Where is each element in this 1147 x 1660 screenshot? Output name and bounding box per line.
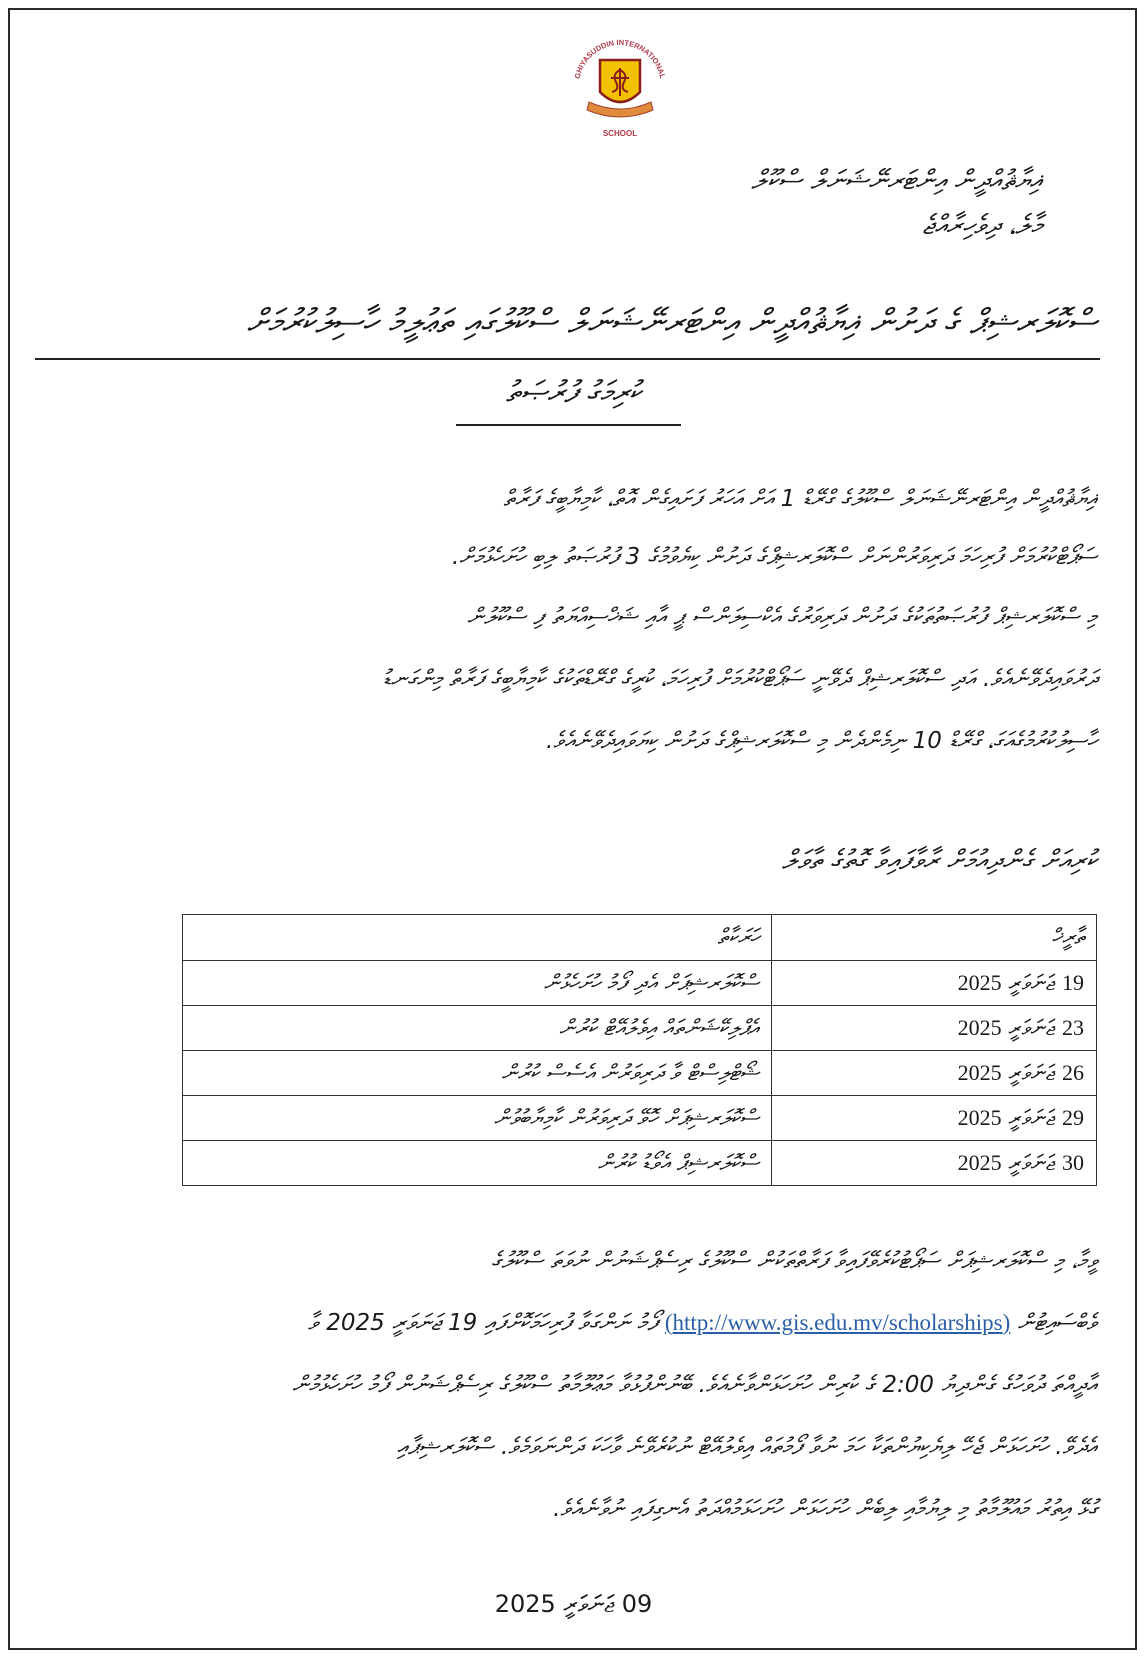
- schedule-table: [182, 914, 1097, 1186]
- document-title-line1: ސްކޮލަރޝިޕް ގެ ދަށުން ޣިޔާޘުއްދީން އިންޓަރނޭޝަނަލް ސްކޫލުގައި ތަޢުލީމު ހާސިލުކުރުމަށް: [246, 302, 1097, 342]
- scholarship-link[interactable]: (http://www.gis.edu.mv/scholarships): [664, 1310, 1011, 1335]
- closing-line-5: ގުޅޭ އިތުރު މައުލޫމާތު މި ލިޔުމާއި ލިބެން ހުށަހަޅަން ހުށަހަޅަމުއްދަތު އެނގިފައި ނުވާނެއެވެ.: [553, 1496, 1097, 1522]
- closing-line-2-end: ފޯމު ނަންގަވާ ފުރިހަމަކޮށްފައި 19 ޖަނަވަރީ 2025 ވާ: [308, 1310, 658, 1336]
- closing-line-4: އެދެވޭ. ހުށަހަޅަން ޖެހޭ ލިޔެކިޔުންތަކާ ހަމަ ނުވާ ފޯމުތައް އިވެލުއޭޓް ނުކުރެވޭނެ ވާހަކަ ދަންނަވަމެވެ. ސްކޮލަރޝިޕާއި: [397, 1434, 1097, 1460]
- date-cell: 19 ޖަނަވަރީ 2025: [772, 961, 1097, 1006]
- table-row: [183, 1006, 1097, 1051]
- school-name: ޣިޔާޘުއްދީން އިންޓަރނޭޝަނަލް ސްކޫލް: [751, 165, 1042, 196]
- activity-cell: ޝޯޓްލިސްޓް ވާ ދަރިވަރުން އެސެސް ކުރުން: [183, 1051, 772, 1096]
- activity-cell: ސްކޮލަރޝިޕް އެވޯޑު ކުރުން: [183, 1141, 772, 1186]
- body-line-5: ހާސިލުކުރުމުގެއަގަ، ގްރޭޑް 10 ނިމެންދެން މި ސްކޮލަރޝިޕްގެ ދަށުން ކިޔަވައިދެވޭނެއެވެ.: [546, 728, 1097, 754]
- activity-cell: ސްކޮލަރޝިޕަށް ހޮވޭ ދަރިވަރުން ކާމިޔާބުވުން: [183, 1096, 772, 1141]
- subtitle-underline: [456, 424, 681, 426]
- document-title-line2: ކުރިމަގު ފުރުޞަތު: [505, 375, 642, 410]
- body-line-1: ޣިޔާޘުއްދީން އިންޓަރނޭޝަނަލް ސްކޫލުގެ ގްރޭޑް 1 އަށް އަހަރު ފަށައިގެން އޮތް، ކާމިޔާބީގެ ފަރާތް: [503, 486, 1097, 512]
- title-underline: [35, 358, 1100, 360]
- closing-line-2: [32, 1294, 1097, 1352]
- table-row: [183, 961, 1097, 1006]
- body-line-4: ދަރުވައިދެވޭނެއެވެ. އަދި ސްކޮލަރޝިޕް ދެވޭނީ ސަޕޯޓްކުރުމަށް ފުރިހަމަ، ކުރީގެ ގްރޭޑްތަކުގެ ކާމިޔާބީގެ ފަރާތް މިންގަނޑު: [382, 666, 1097, 692]
- header-activity: ހަރަކާތް: [183, 915, 772, 961]
- schedule-heading: ކުރިއަށް ގެންދިއުމަށް ރާވާފައިވާ ގޮތުގެ ތާވަލް: [781, 845, 1097, 876]
- closing-line-2-start: ވެބްސައިޓުން: [1017, 1310, 1097, 1336]
- closing-line-1: ވީމާ، މި ސްކޮލަރޝިޕަށް ސަޕޯޓުކުރެވޭފައިވާ ފަރާތްތަކުން ސްކޫލުގެ ރިސެޕްޝަނުން ނުވަތަ ސްކޫލުގެ: [491, 1248, 1097, 1274]
- school-logo: [565, 28, 675, 140]
- table-header-row: [183, 915, 1097, 961]
- table-row: [183, 1096, 1097, 1141]
- date-cell: 30 ޖަނަވަރީ 2025: [772, 1141, 1097, 1186]
- body-line-3: މި ސްކޮލަރޝިޕް ފުރުޞަތުތަކުގެ ދަށުން ދަރިވަރުގެ އެކްސިލަންސް ޕީ އާއި ޝަޚްސިއްޔަތު ފި ސްކޫލުން: [467, 604, 1097, 630]
- table-row: [183, 1141, 1097, 1186]
- footer-date: 09 ޖަނަވަރީ 2025: [494, 1590, 653, 1618]
- logo-arc-text: GHIYASUDDIN INTERNATIONAL: [572, 37, 668, 80]
- date-cell: 26 ޖަނަވަރީ 2025: [772, 1051, 1097, 1096]
- table-row: [183, 1051, 1097, 1096]
- logo-school-text: SCHOOL: [602, 129, 638, 138]
- closing-line-3: އާދީއްތަ ދުވަހުގެ ގެންދިޔު 2:00 ގެ ކުރިން ހުށަހަޅަންވާނެއެވެ. ބޭނުންފުޅުވާ މަޢުލޫމާތު ސްކޫލުގެ ރިސެޕްޝަނުން ފޯމު ހުށަހެޅުމުން: [292, 1372, 1097, 1398]
- activity-cell: އެޕްލިކޭޝަންތައް އިވެލުއޭޓް ކުރުން: [183, 1006, 772, 1051]
- school-location: މާލެ، ދިވެހިރާއްޖެ: [922, 210, 1042, 241]
- body-line-2: ސަޕޯޓްކުރުމަށް ފުރިހަމަ ދަރިވަރުންނަށް ސްކޮލަރޝިޕްގެ ދަށުން ކިޔެވުމުގެ 3 ފުރުޞަތު ލިބި ހުށަހެޅުމަށް.: [451, 544, 1097, 570]
- date-cell: 29 ޖަނަވަރީ 2025: [772, 1096, 1097, 1141]
- date-cell: 23 ޖަނަވަރީ 2025: [772, 1006, 1097, 1051]
- header-date: ތާރީޚް: [772, 915, 1097, 961]
- activity-cell: ސްކޮލަރޝިޕަށް އެދި ފޯމު ހުށަހެޅުން: [183, 961, 772, 1006]
